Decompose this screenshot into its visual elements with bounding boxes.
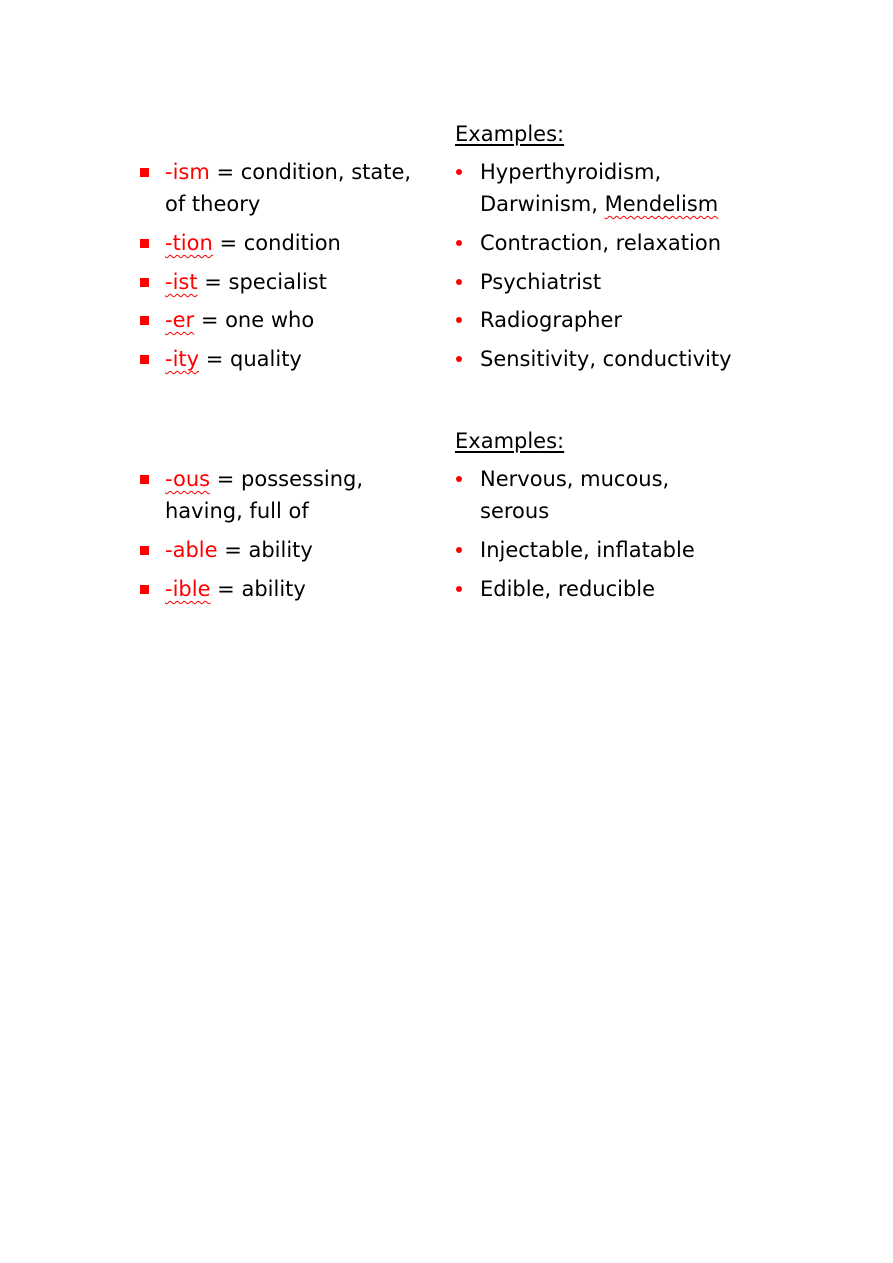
red-dot-bullet-icon xyxy=(456,169,462,175)
suffix-term: -ist xyxy=(165,270,198,294)
suffix-definition xyxy=(165,463,395,527)
red-square-bullet-icon xyxy=(140,168,149,177)
red-dot-bullet-icon xyxy=(456,317,462,323)
red-square-bullet-icon xyxy=(140,585,149,594)
suffix-examples xyxy=(480,463,695,527)
red-square-bullet-icon xyxy=(140,546,149,555)
suffix-meaning: = specialist xyxy=(197,270,327,294)
suffix-examples xyxy=(480,266,770,298)
red-square-bullet-icon xyxy=(140,278,149,287)
red-square-bullet-icon xyxy=(140,355,149,364)
suffix-definition xyxy=(165,343,430,375)
suffix-examples xyxy=(480,573,770,605)
red-square-bullet-icon xyxy=(140,239,149,248)
red-dot-bullet-icon xyxy=(456,586,462,592)
suffix-definition xyxy=(165,156,430,220)
suffix-meaning: = quality xyxy=(199,347,302,371)
examples-text: Psychiatrist xyxy=(480,270,602,294)
red-dot-bullet-icon xyxy=(456,356,462,362)
suffix-meaning: = condition xyxy=(212,231,341,255)
suffix-definition xyxy=(165,573,430,605)
suffix-examples xyxy=(480,227,770,259)
examples-text: Contraction, relaxation xyxy=(480,231,721,255)
suffix-meaning: = ability xyxy=(217,538,313,562)
suffix-meaning: = one who xyxy=(194,308,315,332)
red-square-bullet-icon xyxy=(140,475,149,484)
red-dot-bullet-icon xyxy=(456,279,462,285)
suffix-meaning: = ability xyxy=(210,577,306,601)
red-dot-bullet-icon xyxy=(456,476,462,482)
suffix-term: -er xyxy=(165,308,195,332)
suffix-term: -ous xyxy=(165,467,211,491)
examples-text: Hyperthyroidism, Darwinism, xyxy=(480,160,662,216)
suffix-term: -tion xyxy=(165,231,213,255)
suffix-term: -ible xyxy=(165,577,211,601)
red-dot-bullet-icon xyxy=(456,240,462,246)
suffix-meaning: = possessing, having, full of xyxy=(165,467,364,523)
suffix-examples xyxy=(480,534,770,566)
examples-text: Injectable, inflatable xyxy=(480,538,695,562)
suffix-term: -able xyxy=(165,538,218,562)
examples-flagged-word: Mendelism xyxy=(604,192,719,216)
examples-text: Sensitivity, conductivity xyxy=(480,347,732,371)
suffix-examples xyxy=(480,343,770,375)
suffix-term: -ity xyxy=(165,347,200,371)
suffix-term: -ism xyxy=(165,160,210,184)
suffix-definition xyxy=(165,227,430,259)
red-dot-bullet-icon xyxy=(456,547,462,553)
suffix-meaning: = condition, state, of theory xyxy=(165,160,412,216)
examples-heading: Examples: xyxy=(455,122,565,146)
examples-text: Edible, reducible xyxy=(480,577,656,601)
red-square-bullet-icon xyxy=(140,316,149,325)
suffix-examples xyxy=(480,304,770,336)
suffix-examples xyxy=(480,156,770,220)
suffix-definition xyxy=(165,304,430,336)
examples-heading: Examples: xyxy=(455,429,565,453)
examples-text: Nervous, mucous, serous xyxy=(480,467,670,523)
examples-text: Radiographer xyxy=(480,308,623,332)
suffix-definition xyxy=(165,266,430,298)
suffix-definition xyxy=(165,534,430,566)
